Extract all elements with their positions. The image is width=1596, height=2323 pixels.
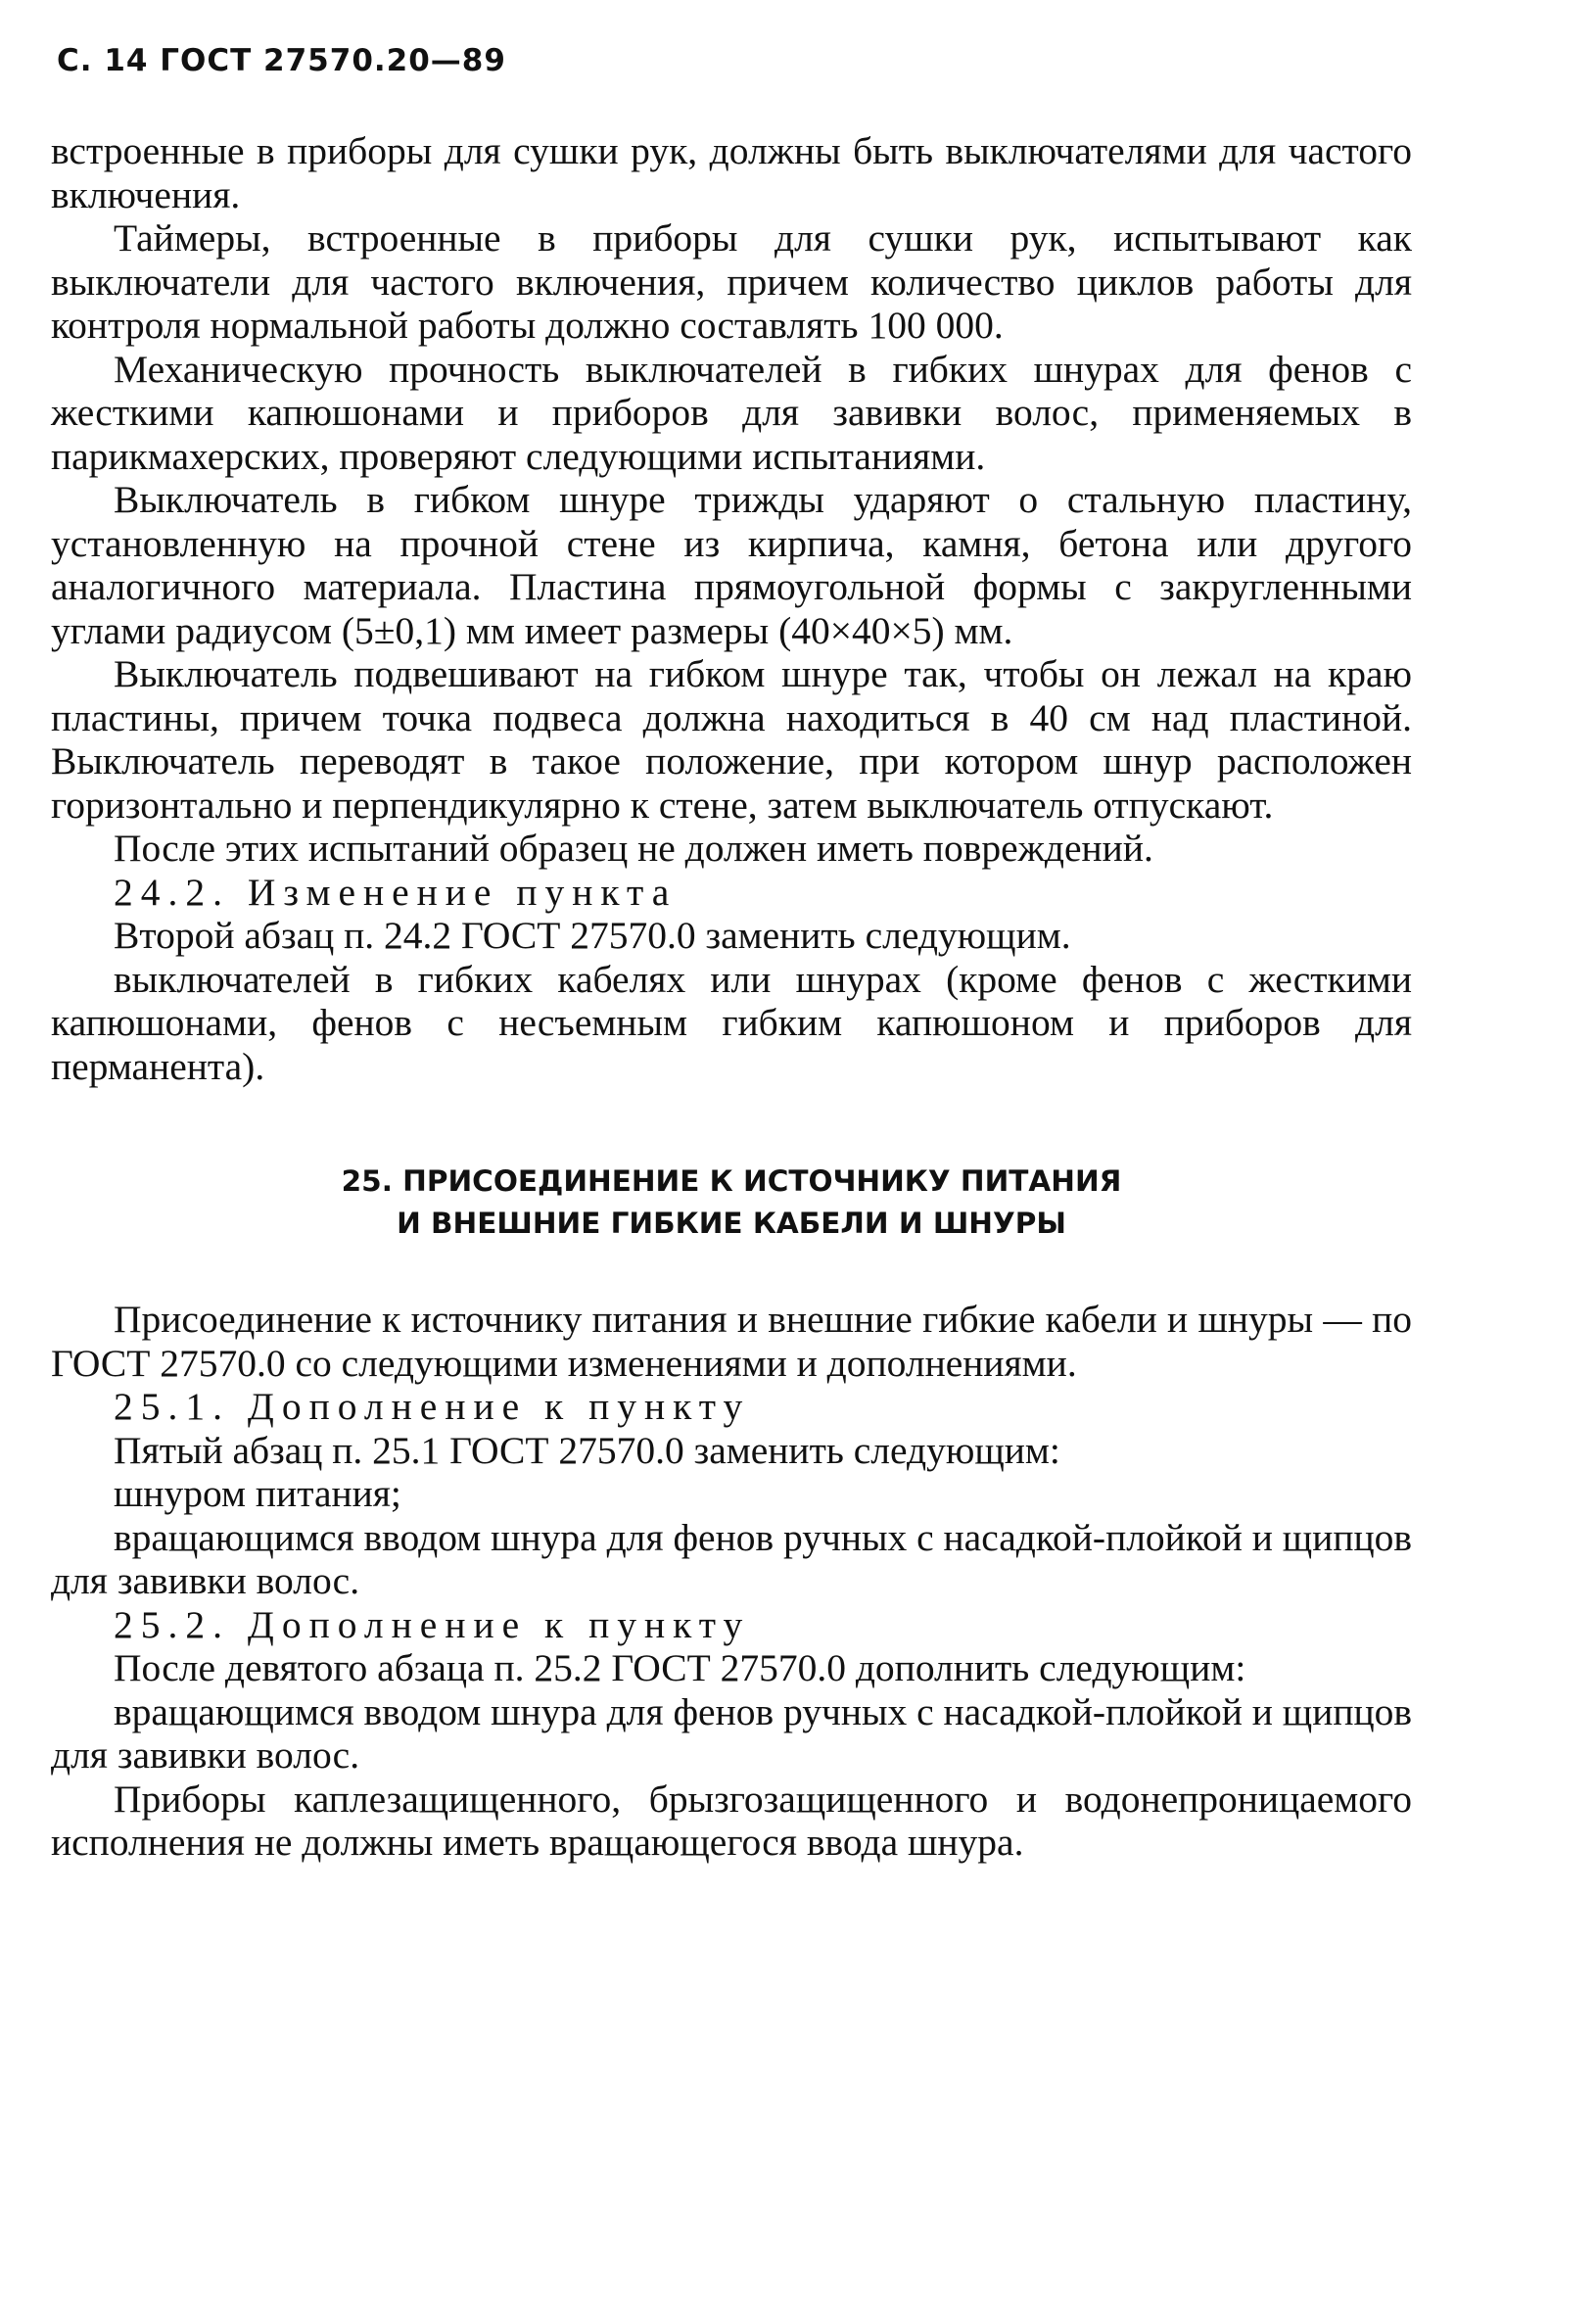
section-title <box>51 1161 1412 1245</box>
paragraph: вращающимся вводом шнура для фенов ручных с насадкой-плойкой и щипцов для завивки волос. <box>51 1689 1413 1777</box>
paragraph: Присоединение к источнику питания и внешние гибкие кабели и шнуры — по ГОСТ 27570.0 со следующими изменениями и дополнениями. <box>51 1298 1412 1385</box>
section-title-line: 25. ПРИСОЕДИНЕНИЕ К ИСТОЧНИКУ ПИТАНИЯ <box>341 1164 1122 1198</box>
paragraph: После этих испытаний образец не должен иметь повреждений. <box>114 827 1153 870</box>
clause-heading: 24.2. Изменение пункта <box>114 870 678 914</box>
paragraph: вращающимся вводом шнура для фенов ручных с насадкой-плойкой и щипцов для завивки волос. <box>51 1515 1413 1602</box>
paragraph: Приборы каплезащищенного, брызгозащищенного и водонепроницаемого исполнения не должны иметь вращающегося ввода шнура. <box>51 1777 1412 1864</box>
paragraph: Таймеры, встроенные в приборы для сушки рук, испытывают как выключатели для частого включения, причем количество циклов работы для контроля нормальной работы должно составлять 100 000. <box>51 216 1412 347</box>
paragraph: Выключатель в гибком шнуре трижды ударяют о стальную пластину, установленную на прочной стене из кирпича, камня, бетона или другого аналогичного материала. Пластина прямоугольной формы с закругленными углами радиусом (5±0,1) мм имеет размеры (40×40×5) мм. <box>51 478 1412 652</box>
section-title-line: И ВНЕШНИЕ ГИБКИЕ КАБЕЛИ И ШНУРЫ <box>397 1207 1066 1240</box>
paragraph: Пятый абзац п. 25.1 ГОСТ 27570.0 заменить следующим: <box>114 1428 1060 1472</box>
page-header: С. 14 ГОСТ 27570.20—89 <box>57 43 506 78</box>
paragraph: Второй абзац п. 24.2 ГОСТ 27570.0 заменить следующим. <box>114 914 1071 957</box>
paragraph: Выключатель подвешивают на гибком шнуре так, чтобы он лежал на краю пластины, причем точка подвеса должна находиться в 40 см над пластиной. Выключатель переводят в такое положение, при котором шнур расположен горизонтально и перпендикулярно к стене, затем выключатель отпускают. <box>51 652 1412 827</box>
clause-heading: 25.2. Дополнение к пункту <box>114 1602 751 1646</box>
paragraph: шнуром питания; <box>114 1472 401 1515</box>
paragraph: Механическую прочность выключателей в гибких шнурах для фенов с жесткими капюшонами и приборов для завивки волос, применяемых в парикмахерских, проверяют следующими испытаниями. <box>51 347 1412 478</box>
document-body <box>51 129 1412 1865</box>
clause-heading: 25.1. Дополнение к пункту <box>114 1385 751 1428</box>
paragraph: После девятого абзаца п. 25.2 ГОСТ 27570.0 дополнить следующим: <box>114 1646 1246 1689</box>
paragraph: встроенные в приборы для сушки рук, должны быть выключателями для частого включения. <box>51 129 1412 216</box>
paragraph: выключателей в гибких кабелях или шнурах (кроме фенов с жесткими капюшонами, фенов с несъемным гибким капюшоном и приборов для перманента). <box>51 957 1412 1088</box>
